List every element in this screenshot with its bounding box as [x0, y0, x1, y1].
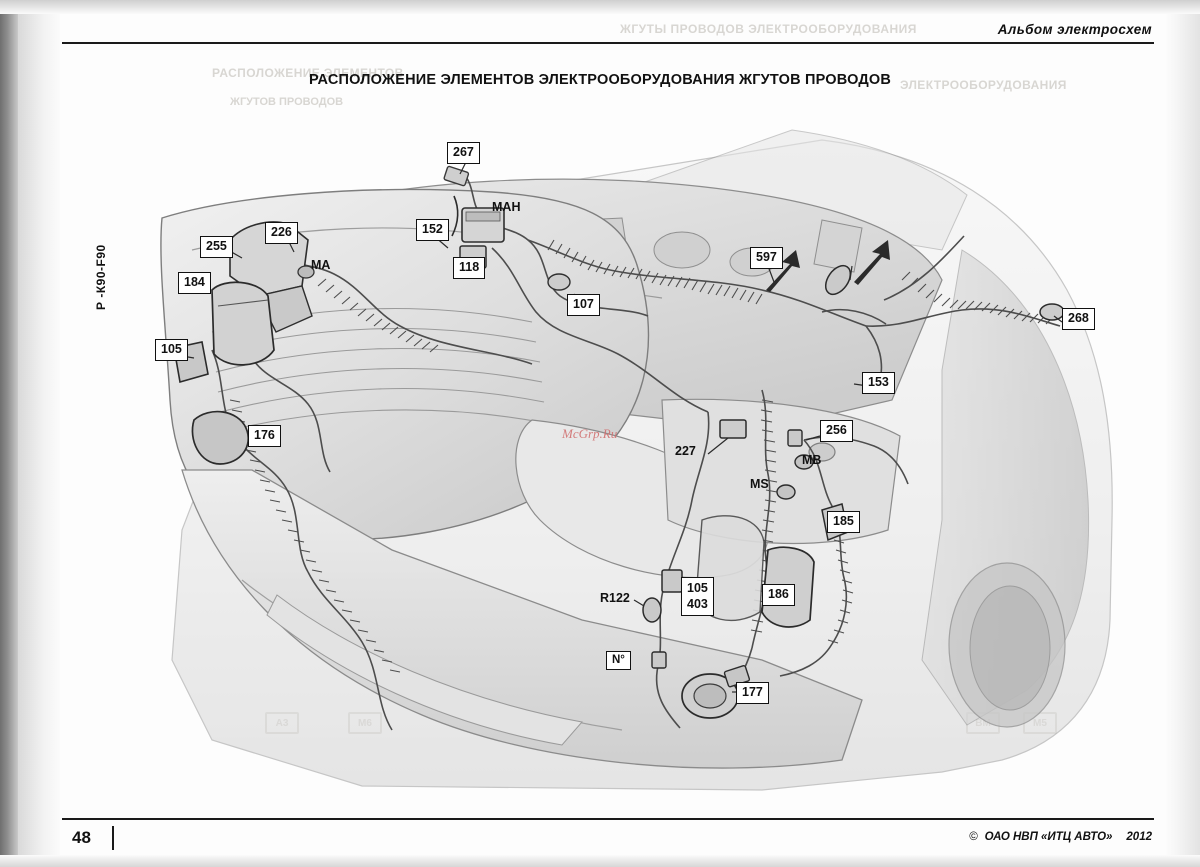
- label-227: 227: [675, 444, 696, 458]
- copyright-symbol: ©: [969, 831, 978, 843]
- callout-118: 118: [453, 257, 485, 279]
- connector-107: [548, 274, 570, 290]
- footer-copyright: [969, 831, 1152, 843]
- battery-block: [212, 282, 274, 365]
- connector-256: [788, 430, 802, 446]
- callout-176: 176: [248, 425, 281, 447]
- callout-177: 177: [736, 682, 769, 704]
- label-mb: MB: [802, 453, 822, 467]
- callout-105-403-line1: 105: [687, 581, 708, 595]
- page-number-rule: [112, 826, 114, 850]
- callout-153: 153: [862, 372, 895, 394]
- ghost-text-3: ЭЛЕКТРООБОРУДОВАНИЯ: [900, 78, 1067, 92]
- callout-107: 107: [567, 294, 600, 316]
- callout-255: 255: [200, 236, 233, 258]
- ghost-text-4: ЖГУТОВ ПРОВОДОВ: [230, 96, 344, 108]
- callout-267: 267: [447, 142, 480, 164]
- scan-edge-top: [0, 0, 1200, 14]
- connector-number-marker: [652, 652, 666, 668]
- bay-opening-2: [654, 232, 710, 268]
- watermark: McGrp.Ru: [562, 426, 618, 441]
- bay-opening-4: [814, 220, 862, 272]
- connector-268: [1040, 304, 1064, 320]
- ghost-text-2: РАСПОЛОЖЕНИЕ ЭЛЕМЕНТОВ: [212, 66, 404, 80]
- callout-597: 597: [750, 247, 783, 269]
- side-code-label: Р -К90-F90: [94, 244, 108, 310]
- callout-226: 226: [265, 222, 298, 244]
- scan-edge-right: [1166, 0, 1200, 867]
- publisher-name: ОАО НВП «ИТЦ АВТО»: [984, 831, 1113, 843]
- inner-wing-panel: [662, 399, 900, 543]
- page-header-title: Альбом электросхем: [997, 22, 1152, 37]
- connector-267: [444, 166, 469, 186]
- callout-152: 152: [416, 219, 449, 241]
- front-wheel: [970, 586, 1050, 710]
- horn-177-inner: [694, 684, 726, 708]
- callout-256: 256: [820, 420, 853, 442]
- connector-105-403: [662, 570, 682, 592]
- page-number: 48: [72, 828, 91, 847]
- scan-edge-bottom: [0, 855, 1200, 867]
- callout-184: 184: [178, 272, 211, 294]
- label-mah: MAH: [492, 200, 521, 214]
- number-symbol-box: N°: [606, 651, 631, 670]
- label-ms: MS: [750, 477, 769, 491]
- label-r122: R122: [600, 591, 630, 605]
- callout-105-403: [681, 577, 714, 616]
- connector-ms: [777, 485, 795, 499]
- callout-268: 268: [1062, 308, 1095, 330]
- scan-edge-left-soft: [18, 0, 60, 867]
- callout-105-left: 105: [155, 339, 188, 361]
- connector-227: [720, 420, 746, 438]
- footer-divider: [62, 818, 1154, 820]
- callout-185: 185: [827, 511, 860, 533]
- copyright-year: 2012: [1126, 831, 1152, 843]
- header-divider: [62, 42, 1154, 44]
- car-engine-bay-illustration: [62, 100, 1154, 800]
- connector-r122: [643, 598, 661, 622]
- diagram-title: РАСПОЛОЖЕНИЕ ЭЛЕМЕНТОВ ЭЛЕКТРООБОРУДОВАНИЯ ЖГУТОВ ПРОВОДОВ: [308, 72, 892, 88]
- ghost-text-1: ЖГУТЫ ПРОВОДОВ ЭЛЕКТРООБОРУДОВАНИЯ: [620, 22, 917, 36]
- diagram-figure: [62, 100, 1154, 800]
- label-ma: MA: [311, 258, 331, 272]
- scan-edge-left-dark: [0, 0, 18, 867]
- callout-186: 186: [762, 584, 795, 606]
- callout-105-403-line2: 403: [687, 596, 708, 611]
